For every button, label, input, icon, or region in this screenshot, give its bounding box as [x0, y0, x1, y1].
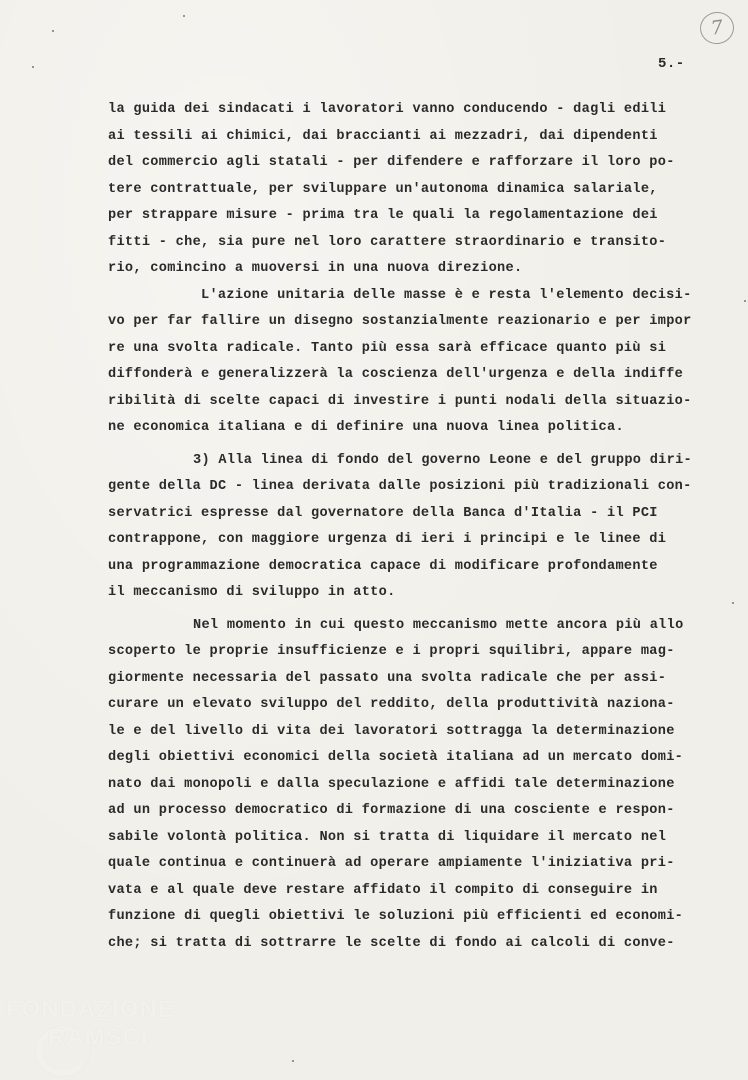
text-line: scoperto le proprie insufficienze e i propri squilibri, appare mag-	[108, 644, 675, 659]
text-line: vo per far fallire un disegno sostanzialmente reazionario e per impor	[108, 314, 692, 329]
text-line: rio, comincino a muoversi in una nuova direzione.	[108, 261, 523, 276]
text-line: ad un processo democratico di formazione di una cosciente e respon-	[108, 803, 675, 818]
text-line: le e del livello di vita dei lavoratori sottragga la determinazione	[108, 723, 675, 739]
text-line: giormente necessaria del passato una svolta radicale che per assi-	[108, 670, 667, 686]
text-line: vata e al quale deve restare affidato il compito di conseguire in	[108, 882, 658, 898]
text-line: degli obiettivi economici della società italiana ad un mercato domi-	[108, 750, 684, 765]
text-line: il meccanismo di sviluppo in atto.	[108, 585, 396, 600]
text-line: gente della DC - linea derivata dalle posizioni più tradizionali con-	[108, 479, 692, 494]
text-line: curare un elevato sviluppo del reddito, della produttività naziona-	[108, 697, 675, 712]
text-line: servatrici espresse dal governatore della Banca d'Italia - il PCI	[108, 505, 658, 521]
text-line: funzione di quegli obiettivi le soluzioni più efficienti ed economi-	[108, 909, 684, 924]
text-line: tere contrattuale, per sviluppare un'autonoma dinamica salariale,	[108, 181, 658, 197]
text-line: ribilità di scelte capaci di investire i punti nodali della situazio-	[108, 393, 692, 409]
text-line: quale continua e continuerà ad operare ampiamente l'iniziativa pri-	[108, 856, 675, 871]
watermark-text: RAMSCI	[48, 1024, 149, 1051]
scan-speck	[744, 300, 746, 302]
text-line: per strappare misure - prima tra le quali la regolamentazione dei	[108, 208, 658, 223]
text-line: contrappone, con maggiore urgenza di ieri i principi e le linee di	[108, 532, 667, 547]
text-line: Nel momento in cui questo meccanismo mette ancora più allo	[193, 617, 684, 633]
text-line: sabile volontà politica. Non si tratta di liquidare il mercato nel	[108, 829, 667, 845]
watermark-g-logo	[36, 1026, 90, 1076]
text-line: nato dai monopoli e dalla speculazione e affidi tale determinazione	[108, 776, 675, 792]
text-line: che; si tratta di sottrarre le scelte di fondo ai calcoli di conve-	[108, 935, 675, 951]
handwritten-page-annotation: 7	[698, 10, 736, 46]
typewritten-body	[108, 97, 708, 957]
text-line: la guida dei sindacati i lavoratori vanno conducendo - dagli edili	[108, 102, 667, 117]
text-line: ai tessili ai chimici, dai braccianti ai mezzadri, dai dipendenti	[108, 128, 658, 144]
text-line: fitti - che, sia pure nel loro carattere straordinario e transito-	[108, 234, 667, 250]
watermark-text: FONDAZIONE	[6, 996, 175, 1023]
text-line: re una svolta radicale. Tanto più essa sarà efficace quanto più si	[108, 340, 667, 356]
text-line: una programmazione democratica capace di modificare profondamente	[108, 558, 658, 574]
scan-speck	[32, 66, 34, 68]
text-line: ne economica italiana e di definire una nuova linea politica.	[108, 420, 624, 435]
scan-speck	[732, 602, 734, 604]
scan-speck	[183, 15, 185, 17]
page-number: 5.-	[658, 56, 685, 72]
text-line: L'azione unitaria delle masse è e resta l'elemento decisi-	[201, 287, 692, 303]
text-line: 3) Alla linea di fondo del governo Leone e del gruppo diri-	[193, 452, 692, 468]
archive-watermark	[6, 996, 206, 1066]
text-line: diffonderà e generalizzerà la coscienza dell'urgenza e della indiffe	[108, 367, 684, 382]
scan-speck	[292, 1060, 294, 1062]
scan-speck	[52, 30, 54, 32]
text-line: del commercio agli statali - per difendere e rafforzare il loro po-	[108, 155, 675, 170]
